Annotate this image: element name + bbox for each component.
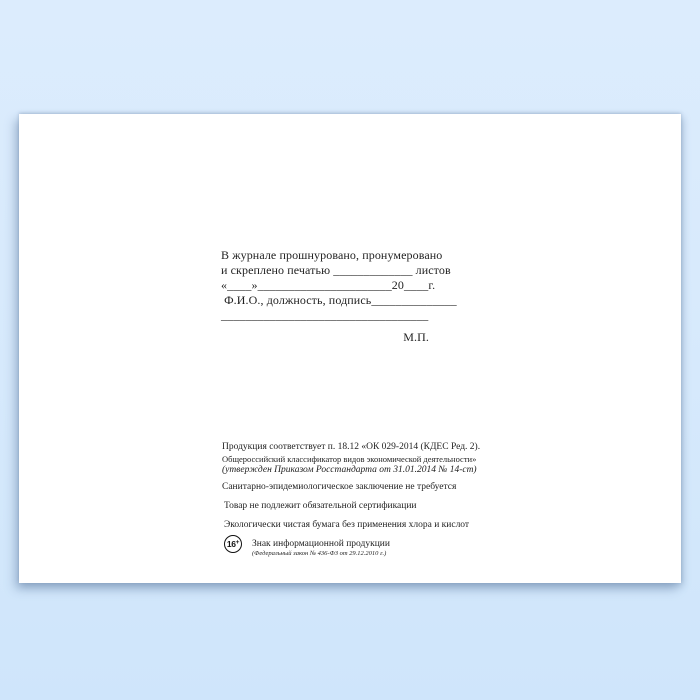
- okved-order-line: (утвержден Приказом Росстандарта от 31.01.2014 № 14-ст): [222, 464, 477, 475]
- binding-record-line-1: В журнале прошнуровано, пронумеровано: [221, 248, 443, 262]
- info-sign-caption: [252, 535, 390, 558]
- age-16plus-icon: [224, 535, 242, 553]
- journal-back-cover-page: [19, 114, 681, 583]
- binding-record-block: [221, 248, 457, 345]
- age-badge-number: 16: [226, 538, 236, 549]
- sanitary-conclusion-line: Санитарно-эпидемиологическое заключение не требуется: [222, 482, 457, 492]
- binding-record-date-line: «____»______________________20____г.: [221, 278, 436, 292]
- certification-line: Товар не подлежит обязательной сертификации: [224, 501, 417, 511]
- info-product-sign-row: [222, 535, 462, 558]
- binding-record-line-2: и скреплено печатью _____________ листов: [221, 263, 451, 277]
- seal-place-label: М.П.: [403, 330, 429, 344]
- info-sign-title: Знак информационной продукции: [252, 538, 390, 549]
- info-sign-law-reference: (Федеральный закон № 436-ФЗ от 29.12.2010 г.): [252, 549, 387, 557]
- age-badge-plus: +: [235, 538, 240, 546]
- binding-record-signature-line: __________________________________: [221, 308, 429, 322]
- compliance-block: [222, 442, 481, 558]
- okved-conformity-line: Продукция соответствует п. 18.12 «ОК 029-2014 (КДЕС Ред. 2).: [222, 442, 481, 452]
- okved-classifier-line: Общероссийский классификатор видов экономической деятельности»: [222, 453, 477, 464]
- binding-record-name-line: Ф.И.О., должность, подпись______________: [221, 293, 457, 307]
- ecology-paper-line: Экологически чистая бумага без применения хлора и кислот: [224, 520, 470, 530]
